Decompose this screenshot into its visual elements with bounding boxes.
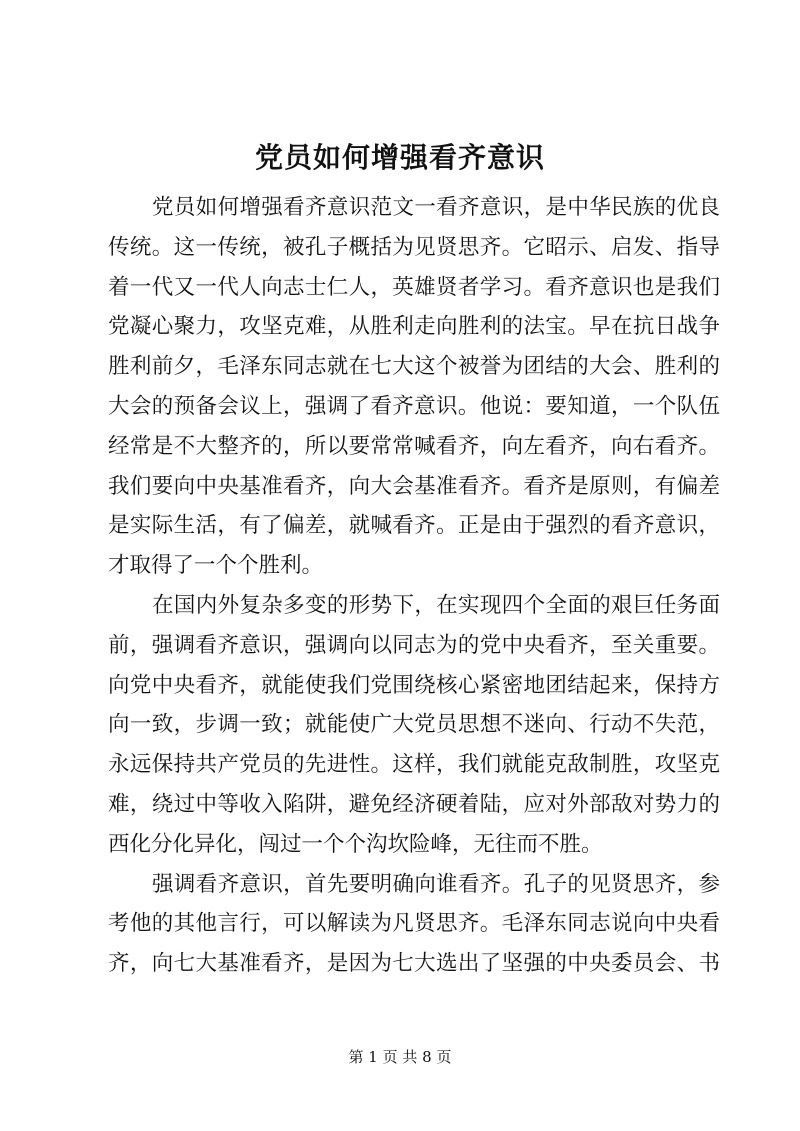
text-line: 我们要向中央基准看齐，向大会基准看齐。看齐是原则，有偏差 — [108, 473, 720, 499]
text-line: 党凝心聚力，攻坚克难，从胜利走向胜利的法宝。早在抗日战争 — [108, 314, 720, 340]
text-line: 考他的其他言行，可以解读为凡贤思齐。毛泽东同志说向中央看 — [108, 911, 720, 937]
text-line: 前，强调看齐意识，强调向以同志为的党中央看齐，至关重要。 — [108, 632, 720, 658]
text-line: 难，绕过中等收入陷阱，避免经济硬着陆，应对外部敌对势力的 — [108, 791, 720, 817]
text-line: 西化分化异化，闯过一个个沟坎险峰，无往而不胜。 — [108, 831, 603, 857]
text-line: 党员如何增强看齐意识范文一看齐意识，是中华民族的优良 — [152, 195, 720, 220]
text-line: 向一致，步调一致；就能使广大党员思想不迷向、行动不失范， — [108, 712, 720, 738]
text-line: 传统。这一传统，被孔子概括为见贤思齐。它昭示、启发、指导 — [108, 234, 720, 260]
text-line: 在国内外复杂多变的形势下，在实现四个全面的艰巨任务面 — [152, 592, 720, 618]
document-body — [108, 188, 720, 984]
text-line: 强调看齐意识，首先要明确向谁看齐。孔子的见贤思齐，参 — [152, 871, 720, 897]
text-line: 着一代又一代人向志士仁人，英雄贤者学习。看齐意识也是我们 — [108, 274, 720, 300]
page-footer: 第 1 页 共 8 页 — [348, 1048, 452, 1066]
text-line: 经常是不大整齐的，所以要常常喊看齐，向左看齐，向右看齐。 — [108, 433, 720, 459]
text-line: 胜利前夕，毛泽东同志就在七大这个被誉为团结的大会、胜利的 — [108, 354, 720, 380]
text-line: 永远保持共产党员的先进性。这样，我们就能克敌制胜，攻坚克 — [108, 752, 720, 778]
text-line: 大会的预备会议上，强调了看齐意识。他说：要知道，一个队伍 — [108, 393, 720, 419]
text-line: 向党中央看齐，就能使我们党围绕核心紧密地团结起来，保持方 — [108, 672, 720, 698]
text-line: 是实际生活，有了偏差，就喊看齐。正是由于强烈的看齐意识， — [108, 513, 720, 539]
text-line: 才取得了一个个胜利。 — [108, 553, 324, 579]
text-line: 齐，向七大基准看齐，是因为七大选出了坚强的中央委员会、书 — [108, 951, 720, 977]
document-title: 党员如何增强看齐意识 — [254, 141, 545, 174]
